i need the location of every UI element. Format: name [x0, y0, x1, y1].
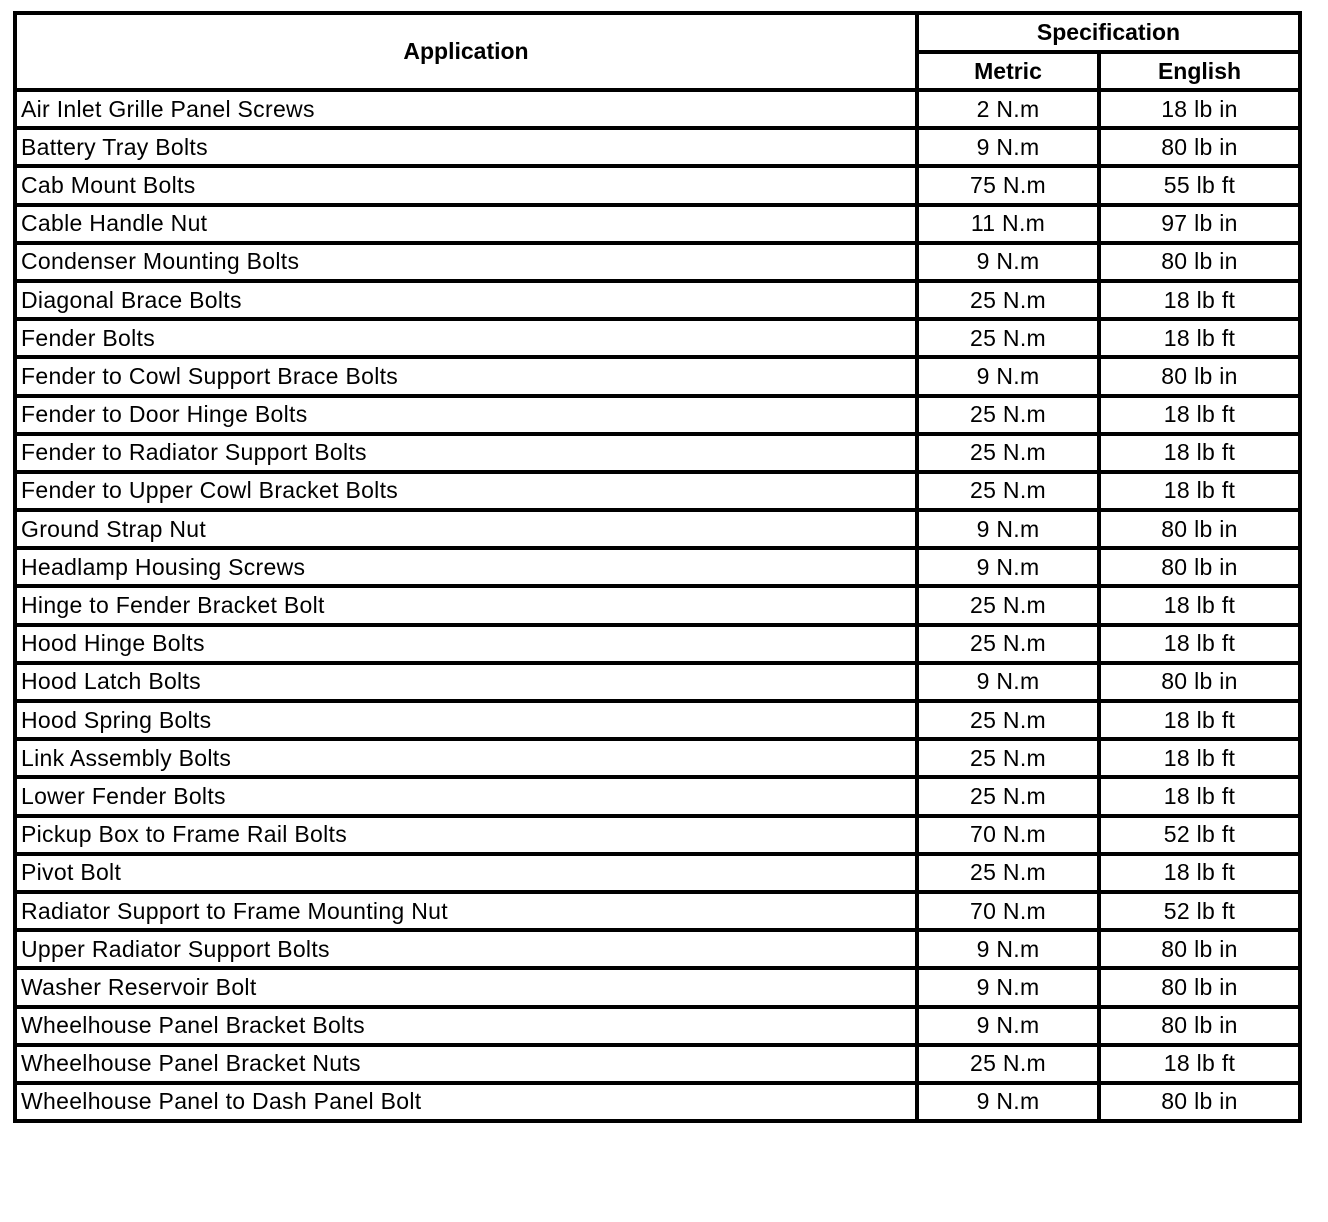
- english-cell: 80 lb in: [1099, 357, 1300, 395]
- application-cell: Lower Fender Bolts: [15, 777, 917, 815]
- english-cell: 18 lb ft: [1099, 396, 1300, 434]
- metric-cell: 70 N.m: [917, 892, 1099, 930]
- table-row: [15, 166, 1300, 204]
- metric-cell: 25 N.m: [917, 625, 1099, 663]
- metric-cell: 9 N.m: [917, 548, 1099, 586]
- english-cell: 80 lb in: [1099, 510, 1300, 548]
- table-row: [15, 892, 1300, 930]
- application-cell: Pivot Bolt: [15, 854, 917, 892]
- table-row: [15, 816, 1300, 854]
- table-row: [15, 701, 1300, 739]
- table-row: [15, 739, 1300, 777]
- metric-cell: 9 N.m: [917, 357, 1099, 395]
- application-cell: Pickup Box to Frame Rail Bolts: [15, 816, 917, 854]
- application-cell: Fender to Door Hinge Bolts: [15, 396, 917, 434]
- table-row: [15, 281, 1300, 319]
- english-cell: 18 lb ft: [1099, 281, 1300, 319]
- metric-cell: 25 N.m: [917, 586, 1099, 624]
- table-row: [15, 243, 1300, 281]
- metric-cell: 9 N.m: [917, 968, 1099, 1006]
- table-row: [15, 319, 1300, 357]
- english-cell: 80 lb in: [1099, 128, 1300, 166]
- metric-cell: 9 N.m: [917, 930, 1099, 968]
- table-row: [15, 472, 1300, 510]
- english-cell: 18 lb ft: [1099, 625, 1300, 663]
- english-cell: 18 lb ft: [1099, 434, 1300, 472]
- table-body: [15, 90, 1300, 1121]
- english-cell: 80 lb in: [1099, 930, 1300, 968]
- application-cell: Air Inlet Grille Panel Screws: [15, 90, 917, 128]
- metric-cell: 25 N.m: [917, 319, 1099, 357]
- application-cell: Hinge to Fender Bracket Bolt: [15, 586, 917, 624]
- metric-cell: 9 N.m: [917, 663, 1099, 701]
- table-row: [15, 1083, 1300, 1121]
- table-row: [15, 396, 1300, 434]
- application-cell: Cable Handle Nut: [15, 205, 917, 243]
- application-cell: Wheelhouse Panel Bracket Nuts: [15, 1045, 917, 1083]
- application-cell: Cab Mount Bolts: [15, 166, 917, 204]
- metric-cell: 9 N.m: [917, 243, 1099, 281]
- application-cell: Battery Tray Bolts: [15, 128, 917, 166]
- application-cell: Washer Reservoir Bolt: [15, 968, 917, 1006]
- english-cell: 18 lb ft: [1099, 1045, 1300, 1083]
- table-row: [15, 434, 1300, 472]
- table-row: [15, 90, 1300, 128]
- english-cell: 55 lb ft: [1099, 166, 1300, 204]
- metric-cell: 25 N.m: [917, 1045, 1099, 1083]
- application-cell: Wheelhouse Panel to Dash Panel Bolt: [15, 1083, 917, 1121]
- english-cell: 18 lb ft: [1099, 472, 1300, 510]
- english-cell: 80 lb in: [1099, 663, 1300, 701]
- english-cell: 18 lb ft: [1099, 586, 1300, 624]
- application-cell: Diagonal Brace Bolts: [15, 281, 917, 319]
- metric-cell: 9 N.m: [917, 510, 1099, 548]
- application-cell: Hood Latch Bolts: [15, 663, 917, 701]
- application-cell: Link Assembly Bolts: [15, 739, 917, 777]
- english-cell: 52 lb ft: [1099, 892, 1300, 930]
- english-cell: 80 lb in: [1099, 548, 1300, 586]
- application-cell: Upper Radiator Support Bolts: [15, 930, 917, 968]
- application-cell: Condenser Mounting Bolts: [15, 243, 917, 281]
- header-english: English: [1099, 52, 1300, 90]
- english-cell: 18 lb in: [1099, 90, 1300, 128]
- metric-cell: 25 N.m: [917, 777, 1099, 815]
- table-row: [15, 854, 1300, 892]
- metric-cell: 25 N.m: [917, 701, 1099, 739]
- english-cell: 80 lb in: [1099, 243, 1300, 281]
- english-cell: 97 lb in: [1099, 205, 1300, 243]
- metric-cell: 25 N.m: [917, 281, 1099, 319]
- table-row: [15, 930, 1300, 968]
- metric-cell: 25 N.m: [917, 739, 1099, 777]
- header-specification: Specification: [917, 13, 1300, 52]
- table-row: [15, 205, 1300, 243]
- metric-cell: 25 N.m: [917, 854, 1099, 892]
- english-cell: 52 lb ft: [1099, 816, 1300, 854]
- application-cell: Fender to Radiator Support Bolts: [15, 434, 917, 472]
- application-cell: Hood Spring Bolts: [15, 701, 917, 739]
- metric-cell: 9 N.m: [917, 1083, 1099, 1121]
- metric-cell: 25 N.m: [917, 396, 1099, 434]
- table-row: [15, 510, 1300, 548]
- metric-cell: 9 N.m: [917, 1007, 1099, 1045]
- table-row: [15, 1007, 1300, 1045]
- table-row: [15, 357, 1300, 395]
- header-application: Application: [15, 13, 917, 90]
- torque-spec-table: [13, 11, 1302, 1123]
- english-cell: 18 lb ft: [1099, 854, 1300, 892]
- metric-cell: 75 N.m: [917, 166, 1099, 204]
- table-row: [15, 586, 1300, 624]
- table-row: [15, 548, 1300, 586]
- application-cell: Fender to Cowl Support Brace Bolts: [15, 357, 917, 395]
- application-cell: Fender Bolts: [15, 319, 917, 357]
- english-cell: 18 lb ft: [1099, 739, 1300, 777]
- application-cell: Wheelhouse Panel Bracket Bolts: [15, 1007, 917, 1045]
- english-cell: 80 lb in: [1099, 1007, 1300, 1045]
- table-row: [15, 128, 1300, 166]
- metric-cell: 25 N.m: [917, 434, 1099, 472]
- table-row: [15, 1045, 1300, 1083]
- english-cell: 18 lb ft: [1099, 701, 1300, 739]
- metric-cell: 70 N.m: [917, 816, 1099, 854]
- application-cell: Radiator Support to Frame Mounting Nut: [15, 892, 917, 930]
- metric-cell: 25 N.m: [917, 472, 1099, 510]
- metric-cell: 11 N.m: [917, 205, 1099, 243]
- table-row: [15, 968, 1300, 1006]
- english-cell: 18 lb ft: [1099, 319, 1300, 357]
- header-row: [15, 13, 1300, 52]
- english-cell: 80 lb in: [1099, 1083, 1300, 1121]
- table-row: [15, 625, 1300, 663]
- application-cell: Headlamp Housing Screws: [15, 548, 917, 586]
- application-cell: Fender to Upper Cowl Bracket Bolts: [15, 472, 917, 510]
- table-row: [15, 663, 1300, 701]
- header-metric: Metric: [917, 52, 1099, 90]
- application-cell: Hood Hinge Bolts: [15, 625, 917, 663]
- metric-cell: 9 N.m: [917, 128, 1099, 166]
- english-cell: 18 lb ft: [1099, 777, 1300, 815]
- english-cell: 80 lb in: [1099, 968, 1300, 1006]
- metric-cell: 2 N.m: [917, 90, 1099, 128]
- table-row: [15, 777, 1300, 815]
- application-cell: Ground Strap Nut: [15, 510, 917, 548]
